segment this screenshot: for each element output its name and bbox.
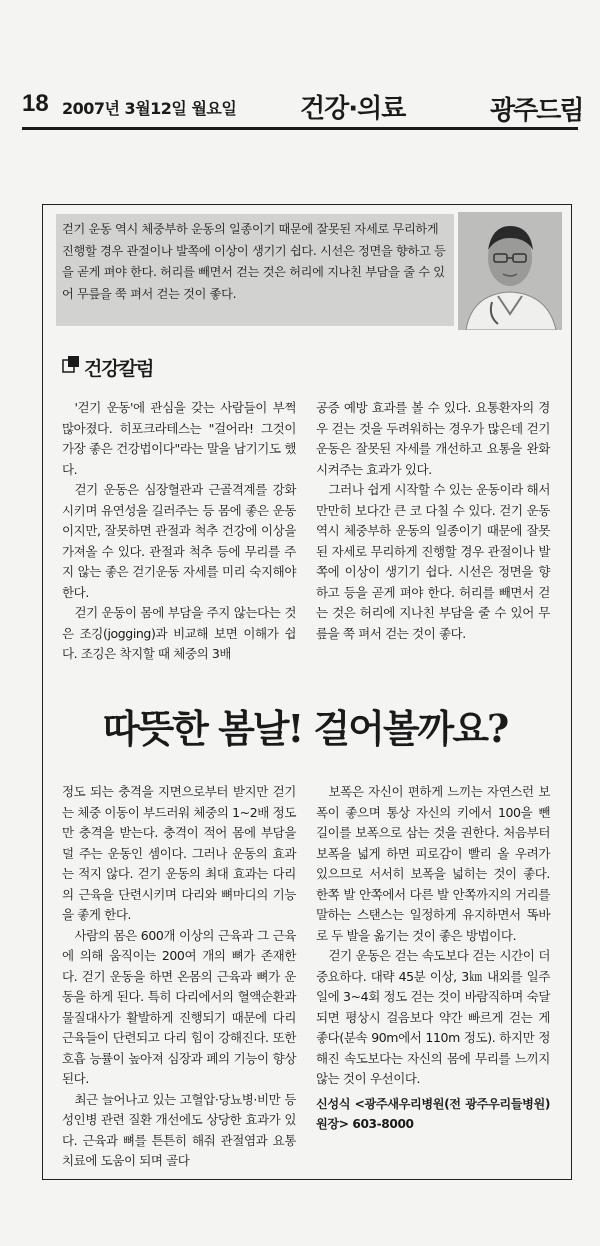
article-headline: 따뜻한 봄날! 걸어볼까요? [102,706,508,751]
paragraph: 보폭은 자신이 편하게 느끼는 자연스런 보폭이 좋으며 통상 자신의 키에서 100을 뺀 길이를 보폭으로 삼는 것을 권한다. 처음부터 보폭을 넓게 하면 피로감이 빨리 올 우려가 있으므로 서서히 보폭을 넓히는 것이 좋다. 한쪽 발 안쪽에서 다른 발 안쪽까지의 거리를 말하는 스탠스는 일정하게 유지하면서 똑바로 두 발을 옮기는 것이 좋은 방법이다. [316,784,550,943]
author-byline: 신성식 <광주새우리병원(전 광주우리들병원) 원장> 603-8000 [316,1096,550,1131]
paragraph: 공증 예방 효과를 볼 수 있다. 요통환자의 경우 걷는 것을 두려워하는 경우가 많은데 걷기 운동은 잘못된 자세를 개선하고 요통을 완화시켜주는 효과가 있다. [316,400,550,477]
lower-left-column [62,782,296,1172]
newspaper-logo: 광주드림 [490,96,583,126]
paragraph: 걷기 운동은 심장혈관과 근골격계를 강화시키며 유연성을 길러주는 등 몸에 좋은 운동이지만, 잘못하면 관절과 척추 건강에 이상을 가져올 수 있다. 관절과 척추 등에 무리를 주지 않는 좋은 걷기운동 자세를 미리 숙지해야 한다. [62,482,296,600]
column-label: 건강칼럼 [84,358,154,380]
paragraph: 정도 되는 충격을 지면으로부터 받지만 걷기는 체중 이동이 부드러워 체중의 1~2배 정도만 충격을 받는다. 충격이 적어 몸에 부담을 덜 주는 운동인 셈이다. 그러나 운동의 효과는 적지 않다. 걷기 운동의 최대 효과는 다리의 근육을 단련시키며 다리와 뼈마디의 기능을 좋게 한다. [62,784,296,922]
upper-right-column [316,398,550,644]
paragraph: '걷기 운동'에 관심을 갖는 사람들이 부쩍 많아졌다. 히포크라테스는 "걸어라! 그것이 가장 좋은 건강법이다"라는 말을 남기기도 했다. [62,400,296,477]
issue-date: 2007년 3월12일 월요일 [62,99,237,118]
paragraph: 걷기 운동은 걷는 속도보다 걷는 시간이 더 중요하다. 대략 45분 이상, 3㎞ 내외를 일주일에 3~4회 정도 걷는 것이 바람직하며 숙달되면 평상시 걸음보다 약간 빠르게 걷는 게 좋다(분속 90m에서 110m 정도). 하지만 정해진 속도보다는 자신의 몸에 무리를 느끼지 않는 것이 우선이다. [316,948,550,1086]
lower-right-column [316,782,550,1135]
column-icon [62,355,80,373]
paragraph: 사람의 몸은 600개 이상의 근육과 그 근육에 의해 움직이는 200여 개의 뼈가 존재한다. 걷기 운동을 하면 온몸의 근육과 뼈가 운동을 하게 된다. 특히 다리에서의 혈액순환과 물질대사가 활발하게 진행되기 때문에 다리 근육들이 단련되고 다리 힘이 강해진다. 또한 호흡 능률이 높아져 심장과 폐의 기능이 향상된다. [62,927,296,1086]
summary-text: 걷기 운동 역시 체중부하 운동의 일종이기 때문에 잘못된 자세로 무리하게 진행할 경우 관절이나 발쪽에 이상이 생기기 쉽다. 시선은 정면을 향하고 등을 곧게 펴야 한다. 허리를 빼면서 걷는 것은 허리에 지나친 부담을 줄 수 있어 무릎을 쭉 펴서 걷는 것이 좋다. [62,222,446,301]
section-title: 건강·의료 [300,94,406,124]
paragraph: 걷기 운동이 몸에 부담을 주지 않는다는 것은 조깅(jogging)과 비교해 보면 이해가 쉽다. 조깅은 착지할 때 체중의 3배 [62,605,296,661]
upper-left-column [62,398,296,665]
page-header [0,0,600,134]
author-photo [458,212,562,330]
header-rule [22,127,578,130]
paragraph: 그러나 쉽게 시작할 수 있는 운동이라 해서 만만히 보다간 큰 코 다칠 수 있다. 걷기 운동 역시 체중부하 운동의 일종이기 때문에 잘못된 자세로 무리하게 진행할 경우 관절이나 발쪽에 이상이 생기기 쉽다. 시선은 정면을 향하고 등을 곧게 펴야 한다. 허리를 빼면서 걷는 것은 허리에 지나친 부담을 줄 수 있어 무릎을 쭉 펴서 걷는 것이 좋다. [316,482,550,641]
paragraph: 최근 늘어나고 있는 고혈압·당뇨병·비만 등 성인병 관련 질환 개선에도 상당한 효과가 있다. 근육과 뼈를 튼튼히 해줘 관절염과 요통치료에 도움이 되며 골다 [62,1091,296,1168]
page-number: 18 [22,90,49,117]
